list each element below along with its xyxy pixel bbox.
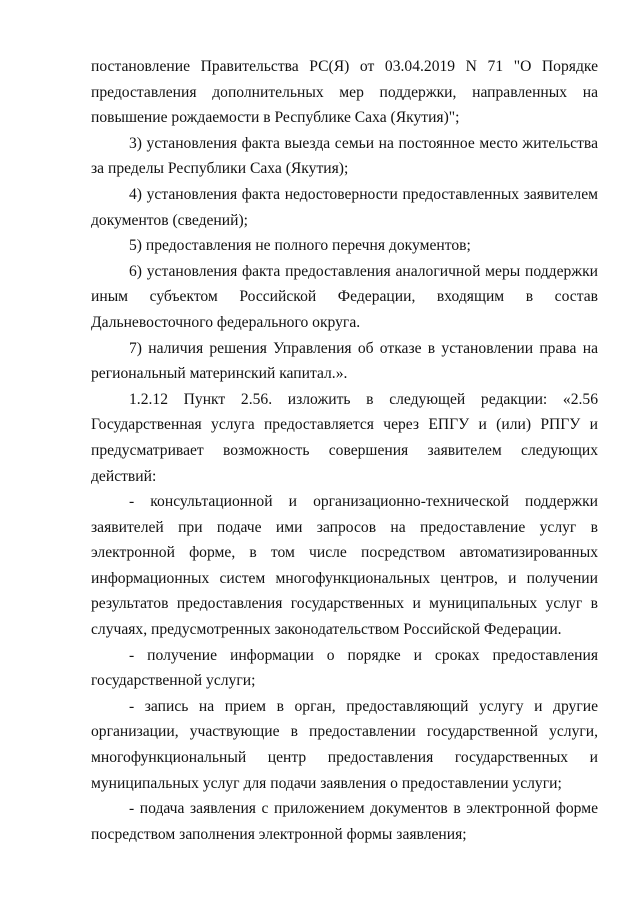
paragraph-item-7: 7) наличия решения Управления об отказе в установлении права на региональный материнский капитал.».	[91, 339, 598, 383]
paragraph-item-5: 5) предоставления не полного перечня документов;	[129, 237, 471, 255]
paragraph-clause-1-2-12: 1.2.12 Пункт 2.56. изложить в следующей редакции: «2.56 Государственная услуга предоставляется через ЕПГУ и (или) РПГУ и предусматривает возможность совершения заявителем следующих действий:	[91, 390, 598, 485]
paragraph-continuation: постановление Правительства РС(Я) от 03.04.2019 N 71 "О Порядке предоставления дополнительных мер поддержки, направленных на повышение рождаемости в Республике Саха (Якутия)";	[91, 58, 598, 127]
document-page	[91, 54, 598, 847]
paragraph-bullet-appointment: - запись на прием в орган, предоставляющий услугу и другие организации, участвующие в предоставлении государственной услуги, многофункциональный центр предоставления государственных и муниципальных услуг для подачи заявления о предоставлении услуги;	[91, 697, 598, 792]
paragraph-bullet-consultation: - консультационной и организационно-технической поддержки заявителей при подаче ими запросов на предоставление услуг в электронной форме, в том числе посредством автоматизированных информационных систем многофункциональных центров, и получении результатов предоставления государственных и муниципальных услуг в случаях, предусмотренных законодательством Российской Федерации.	[91, 493, 598, 639]
paragraph-item-4: 4) установления факта недостоверности предоставленных заявителем документов (сведений);	[91, 185, 598, 229]
paragraph-item-6: 6) установления факта предоставления аналогичной меры поддержки иным субъектом Российской Федерации, входящим в состав Дальневосточного федерального округа.	[91, 262, 598, 331]
paragraph-item-3: 3) установления факта выезда семьи на постоянное место жительства за пределы Республики Саха (Якутия);	[91, 134, 598, 178]
paragraph-bullet-information: - получение информации о порядке и сроках предоставления государственной услуги;	[91, 646, 598, 690]
paragraph-bullet-application: - подача заявления с приложением документов в электронной форме посредством заполнения электронной формы заявления;	[91, 800, 598, 843]
